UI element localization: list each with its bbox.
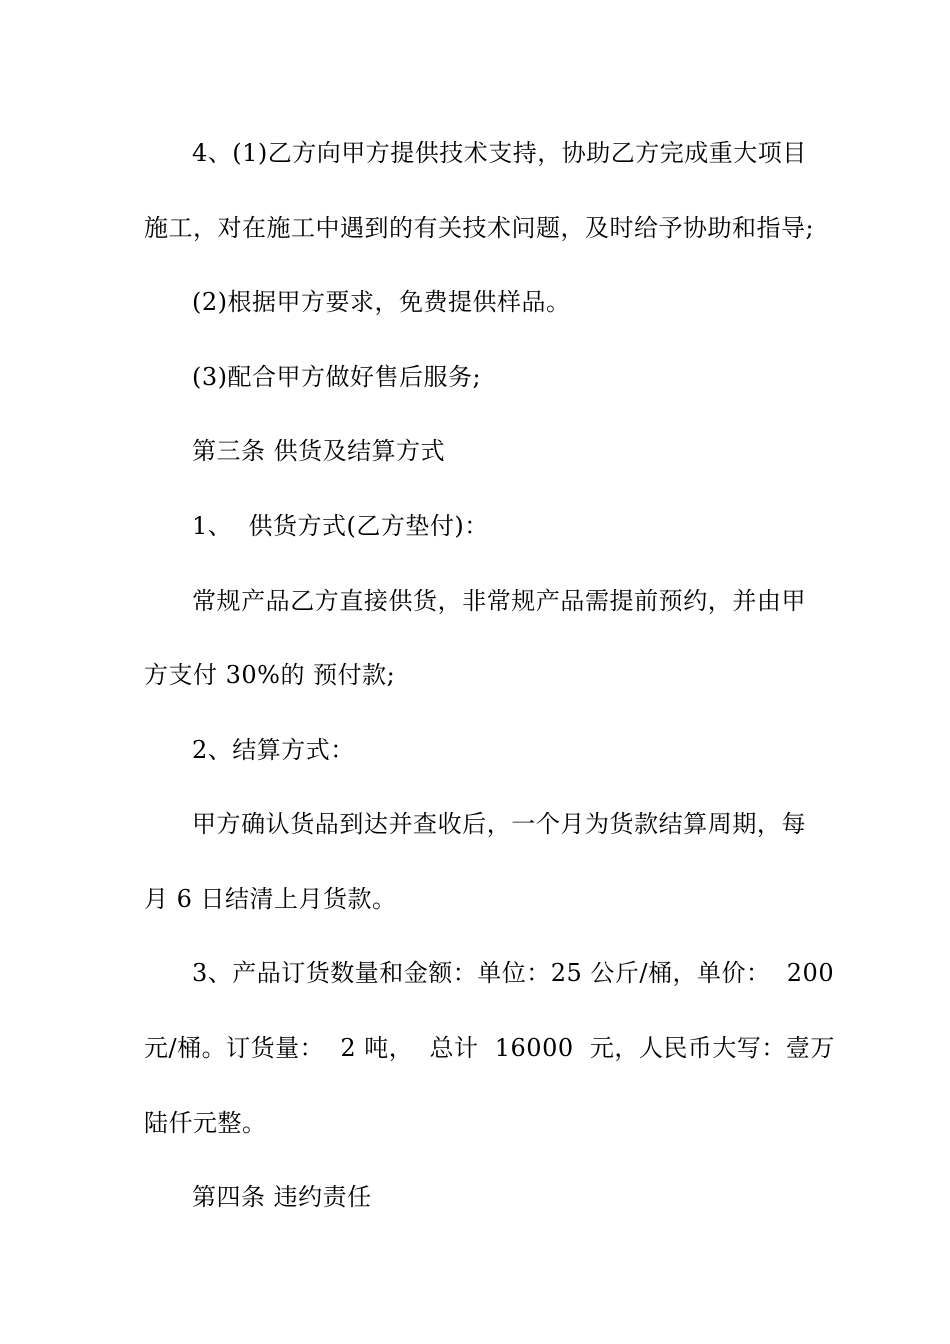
paragraph-line: 2、结算方式： [192,736,355,764]
paragraph-line: 甲方确认货品到达并查收后，一个月为货款结算周期，每 [192,810,806,838]
paragraph-line: 元/桶。订货量： 2 吨， 总计 16000 元，人民币大写：壹万 [144,1034,835,1062]
paragraph-line: 月 6 日结清上月货款。 [144,885,397,913]
paragraph-line: 3、产品订货数量和金额：单位：25 公斤/桶，单价： 200 [192,959,835,987]
paragraph-line: 常规产品乙方直接供货，非常规产品需提前预约，并由甲 [192,587,806,615]
paragraph-line: 方支付 30%的 预付款; [144,661,396,689]
section-heading: 第三条 供货及结算方式 [192,437,446,465]
paragraph-line: (3)配合甲方做好售后服务; [192,363,482,391]
section-heading: 第四条 违约责任 [192,1183,372,1211]
paragraph-line: 4、(1)乙方向甲方提供技术支持，协助乙方完成重大项目 [192,139,807,167]
paragraph-line: (2)根据甲方要求，免费提供样品。 [192,288,571,316]
paragraph-line: 陆仟元整。 [144,1109,267,1137]
paragraph-line: 施工，对在施工中遇到的有关技术问题，及时给予协助和指导; [144,214,815,242]
paragraph-line: 1、 供货方式(乙方垫付)： [192,512,489,540]
